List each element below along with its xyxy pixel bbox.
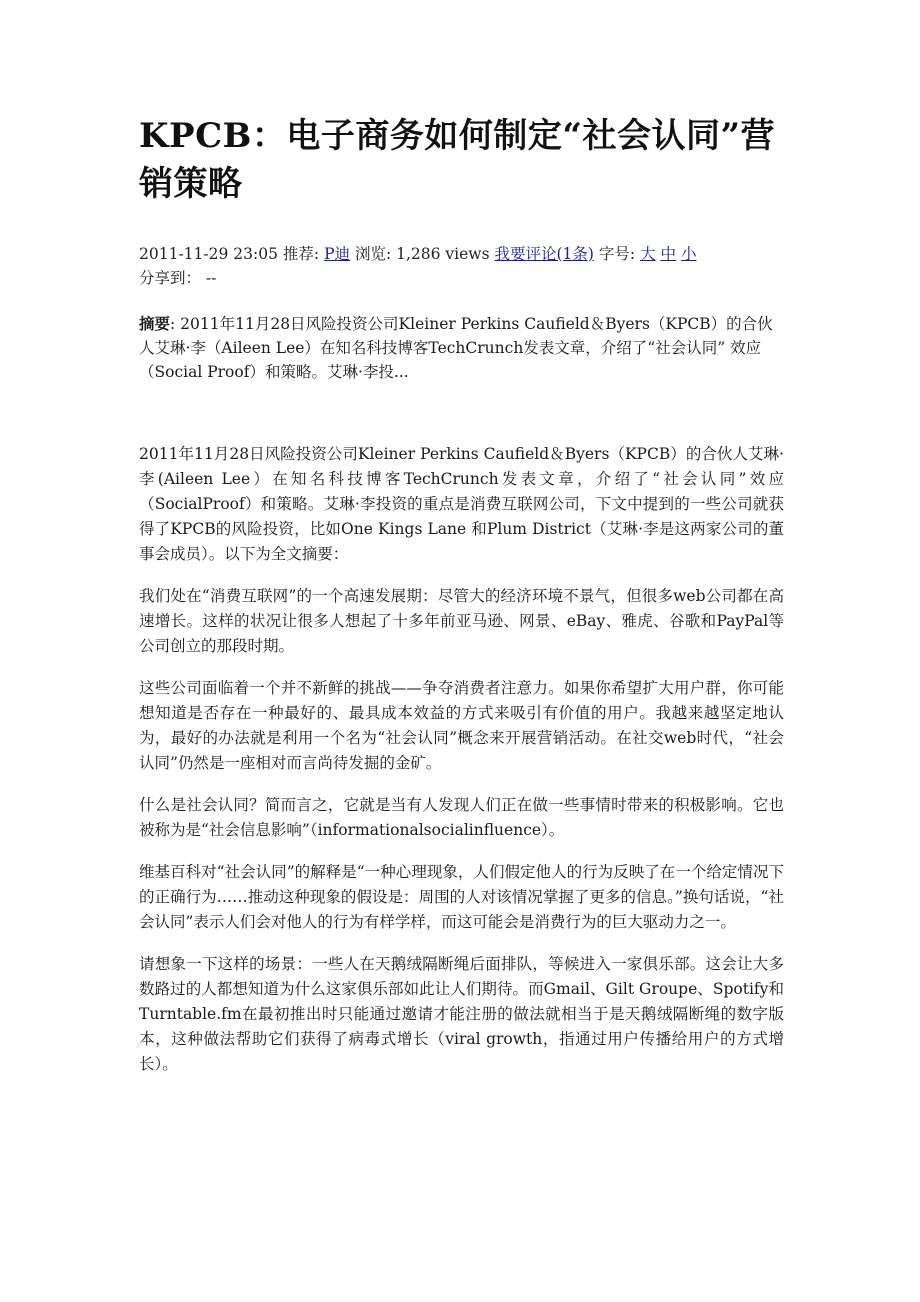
article-summary [139,312,784,384]
body-paragraph: 这些公司面临着一个并不新鲜的挑战——争夺消费者注意力。如果你希望扩大用户群，你可能想知道是否存在一种最好的、最具成本效益的方式来吸引有价值的用户。我越来越坚定地认为，最好的办法就是利用一个名为“社会认同”概念来开展营销活动。在社交web时代，“社会认同”仍然是一座相对而言尚待发掘的金矿。 [139,679,784,772]
article-body [139,442,784,1077]
font-size-label: 字号: [598,245,636,263]
recommender-link[interactable]: P迪 [324,245,351,263]
comment-link[interactable]: 我要评论(1条) [494,245,594,263]
recommend-label: 推荐: [282,245,320,263]
article-title: KPCB：电子商务如何制定“社会认同”营销策略 [139,116,776,204]
font-size-small-link[interactable]: 小 [680,245,697,263]
summary-label: 摘要 [139,314,171,333]
share-line: 分享到： -- [139,269,217,287]
views-label: 浏览: [354,245,392,263]
views-count: 1,286 views [396,245,490,263]
publish-date: 2011-11-29 23:05 [139,245,278,263]
summary-text: : 2011年11月28日风险投资公司Kleiner Perkins Caufield＆Byers（KPCB）的合伙人艾琳·李（Aileen Lee）在知名科技博客TechCrunch发表文章，介绍了“社会认同” 效应（Social Proof）和策略。艾琳·李投... [139,315,773,381]
body-paragraph: 维基百科对“社会认同”的解释是“一种心理现象，人们假定他人的行为反映了在一个给定情况下的正确行为……推动这种现象的假设是：周围的人对该情况掌握了更多的信息。”换句话说，“社会认同”表示人们会对他人的行为有样学样，而这可能会是消费行为的巨大驱动力之一。 [139,863,784,931]
article-meta [139,242,784,266]
font-size-large-link[interactable]: 大 [640,245,656,263]
body-paragraph: 2011年11月28日风险投资公司Kleiner Perkins Caufield＆Byers（KPCB）的合伙人艾琳·李(Aileen Lee）在知名科技博客TechCrunch发表文章，介绍了“社会认同”效应（SocialProof）和策略。艾琳·李投资的重点是消费互联网公司，下文中提到的一些公司就获得了KPCB的风险投资，比如One Kings Lane 和Plum District（艾琳·李是这两家公司的董事会成员）。以下为全文摘要： [139,445,784,563]
body-paragraph: 请想象一下这样的场景：一些人在天鹅绒隔断绳后面排队，等候进入一家俱乐部。这会让大多数路过的人都想知道为什么这家俱乐部如此让人们期待。而Gmail、Gilt Groupe、Spotify和Turntable.fm在最初推出时只能通过邀请才能注册的做法就相当于是天鹅绒隔断绳的数字版本，这种做法帮助它们获得了病毒式增长（viral growth，指通过用户传播给用户的方式增长）。 [139,955,784,1073]
body-paragraph: 我们处在“消费互联网”的一个高速发展期：尽管大的经济环境不景气，但很多web公司都在高速增长。这样的状况让很多人想起了十多年前亚马逊、网景、eBay、雅虎、谷歌和PayPal等公司创立的那段时期。 [139,587,784,655]
article-page [139,0,784,1094]
body-paragraph: 什么是社会认同？简而言之，它就是当有人发现人们正在做一些事情时带来的积极影响。它也被称为是“社会信息影响”（informationalsocialinfluence）。 [139,796,784,839]
font-size-medium-link[interactable]: 中 [660,245,677,263]
